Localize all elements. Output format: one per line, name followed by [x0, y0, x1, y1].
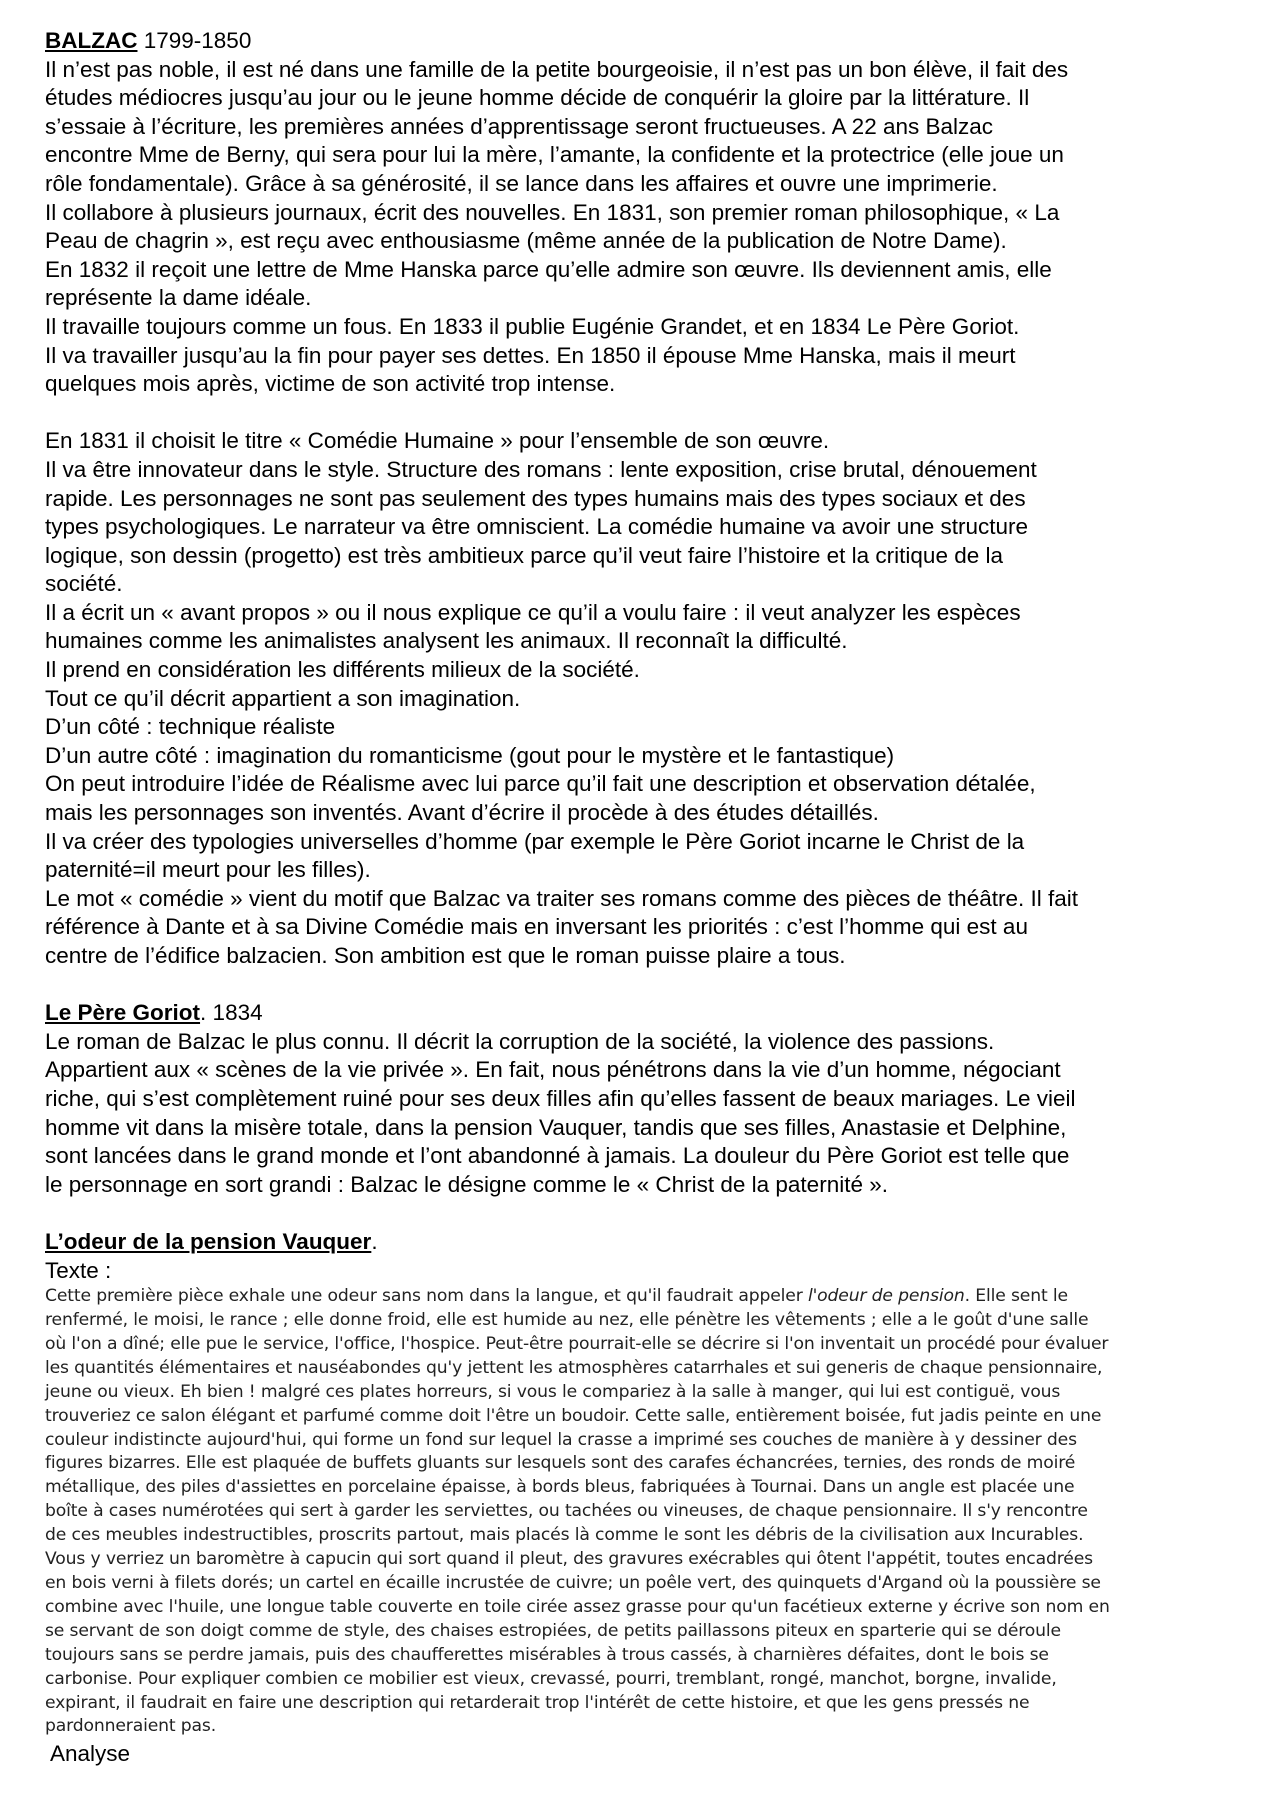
balzac-dates: 1799-1850 [137, 28, 252, 53]
excerpt-line: les quantités élémentaires et nauséabondes qu'y jettent les atmosphères catarrhales et sui generis de chaque pensionnaire, [45, 1357, 1103, 1378]
excerpt-line: renfermé, le moisi, le rance ; elle donne froid, elle est humide au nez, elle pénètre les vêtements ; elle a le goût d'une salle [45, 1310, 1089, 1331]
paragraph-line: Le mot « comédie » vient du motif que Balzac va traiter ses romans comme des pièces de théâtre. Il fait [45, 885, 1079, 911]
comedie-section [45, 427, 1245, 999]
paragraph-line: représente la dame idéale. [45, 285, 312, 311]
paragraph-line: études médiocres jusqu’au jour ou le jeune homme décide de conquérir la gloire par la littérature. Il [45, 85, 1030, 111]
paragraph-line: mais les personnages son inventés. Avant d’écrire il procède à des études détaillés. [45, 800, 879, 826]
excerpt-text: Cette première pièce exhale une odeur sans nom dans la langue, et qu'il faudrait appeler [45, 1286, 808, 1307]
texte-label: Texte : [45, 1257, 112, 1283]
excerpt-italic-phrase: l'odeur de pension [807, 1286, 965, 1307]
paragraph-line: Il va être innovateur dans le style. Structure des romans : lente exposition, crise brutal, dénouement [45, 456, 1037, 482]
balzac-section [45, 27, 1245, 427]
paragraph-line: société. [45, 571, 123, 597]
paragraph-line: D’un autre côté : imagination du romanticisme (gout pour le mystère et le fantastique) [45, 742, 895, 768]
excerpt-line: trouveriez ce salon élégant et parfumé comme doit l'être un boudoir. Cette salle, entièrement boisée, fut jadis peinte en une [45, 1405, 1102, 1426]
excerpt-line: jeune ou vieux. Eh bien ! malgré ces plates horreurs, si vous le compariez à la salle à manger, qui lui est contiguë, vous [45, 1381, 1061, 1402]
excerpt-line: où l'on a dîné; elle pue le service, l'office, l'hospice. Peut-être pourrait-elle se décrire si l'on inventait un procédé pour évaluer [45, 1333, 1109, 1354]
odeur-heading-period: . [371, 1228, 378, 1254]
odeur-title-line [45, 1228, 1245, 1257]
paragraph-line: Le roman de Balzac le plus connu. Il décrit la corruption de la société, la violence des passions. [45, 1028, 995, 1054]
odeur-section [45, 1228, 1245, 1769]
excerpt-text: . Elle sent le [964, 1286, 1068, 1307]
excerpt-line: Vous y verriez un baromètre à capucin qui sort quand il pleut, des gravures exécrables qui ôtent l'appétit, toutes encadrées [45, 1549, 1093, 1570]
paragraph-line: s’essaie à l’écriture, les premières années d’apprentissage seront fructueuses. A 22 ans Balzac [45, 113, 994, 139]
paragraph-line: Tout ce qu’il décrit appartient a son imagination. [45, 685, 521, 711]
paragraph-line: En 1832 il reçoit une lettre de Mme Hanska parce qu’elle admire son œuvre. Ils deviennent amis, elle [45, 256, 1052, 282]
paragraph-line: centre de l’édifice balzacien. Son ambition est que le roman puisse plaire a tous. [45, 943, 846, 968]
excerpt-line: de ces meubles indestructibles, proscrits partout, mais placés là comme le sont les débris de la civilisation aux Incurables. [45, 1525, 1084, 1546]
excerpt-line: carbonise. Pour expliquer combien ce mobilier est vieux, crevassé, pourri, tremblant, rongé, manchot, borgne, invalide, [45, 1668, 1057, 1689]
paragraph-line: Il collabore à plusieurs journaux, écrit des nouvelles. En 1831, son premier roman philosophique, « La [45, 199, 1060, 225]
paragraph-line: humaines comme les animalistes analysent les animaux. Il reconnaît la difficulté. [45, 628, 848, 654]
excerpt-line: couleur indistincte aujourd'hui, qui forme un fond sur lequel la crasse a imprimé ses couches de manière à y dessiner des [45, 1429, 1077, 1450]
paragraph-line: référence à Dante et à sa Divine Comédie mais en inversant les priorités : c’est l’homme qui est au [45, 914, 1028, 940]
paragraph-line: riche, qui s’est complètement ruiné pour ses deux filles afin qu’elles fassent de beaux mariages. Le vieil [45, 1085, 1076, 1111]
paragraph-line: Il va travailler jusqu’au la fin pour payer ses dettes. En 1850 il épouse Mme Hanska, mais il meurt [45, 342, 1016, 368]
excerpt-line: boîte à cases numérotées qui sert à garder les serviettes, ou tachées ou vineuses, de chaque pensionnaire. Il s'y rencontre [45, 1501, 1088, 1522]
spacer [45, 1199, 1245, 1228]
paragraph-line: rapide. Les personnages ne sont pas seulement des types humains mais des types sociaux et des [45, 485, 1026, 511]
paragraph-line: Il n’est pas noble, il est né dans une famille de la petite bourgeoisie, il n’est pas un bon élève, il fait des [45, 56, 1069, 82]
paragraph-line: Il prend en considération les différents milieux de la société. [45, 657, 640, 683]
paragraph-line: types psychologiques. Le narrateur va être omniscient. La comédie humaine va avoir une structure [45, 514, 1029, 540]
goriot-section [45, 999, 1245, 1228]
paragraph-line: encontre Mme de Berny, qui sera pour lui la mère, l’amante, la confidente et la protectrice (elle joue un [45, 142, 1064, 168]
excerpt-line: figures bizarres. Elle est plaquée de buffets gluants sur lesquels sont des carafes échancrées, ternies, des ronds de moiré [45, 1453, 1076, 1474]
section-heading-odeur: L’odeur de la pension Vauquer [45, 1228, 372, 1254]
excerpt-line: pardonneraient pas. [45, 1716, 217, 1737]
goriot-year: . 1834 [200, 1000, 263, 1026]
excerpt-line: combine avec l'huile, une longue table couverte en toile cirée assez grasse pour qu'un facétieux externe y écrive son nom en [45, 1596, 1110, 1617]
balzac-title-line [45, 27, 1245, 56]
paragraph-line: logique, son dessin (progetto) est très ambitieux parce qu’il veut faire l’histoire et la critique de la [45, 542, 1003, 568]
paragraph-line: homme vit dans la misère totale, dans la pension Vauquer, tandis que ses filles, Anastasie et Delphine, [45, 1114, 1067, 1140]
excerpt-line: métallique, des piles d'assiettes en porcelaine épaisse, à bords bleus, fabriquées à Tournai. Dans un angle est placée une [45, 1477, 1075, 1498]
goriot-title-line [45, 999, 1245, 1028]
paragraph-line: On peut introduire l’idée de Réalisme avec lui parce qu’il fait une description et observation détalée, [45, 771, 1036, 797]
novel-excerpt [45, 1285, 1245, 1739]
section-heading-balzac: BALZAC [45, 28, 138, 53]
paragraph-line: paternité=il meurt pour les filles). [45, 857, 371, 883]
paragraph-line: Il travaille toujours comme un fous. En 1833 il publie Eugénie Grandet, et en 1834 Le Père Goriot. [45, 313, 1020, 339]
paragraph-line: sont lancées dans le grand monde et l’ont abandonné à jamais. La douleur du Père Goriot est telle que [45, 1143, 1070, 1169]
paragraph-line: En 1831 il choisit le titre « Comédie Humaine » pour l’ensemble de son œuvre. [45, 428, 830, 454]
paragraph-line: Peau de chagrin », est reçu avec enthousiasme (même année de la publication de Notre Dame). [45, 228, 1007, 254]
document-page [45, 27, 1245, 1769]
paragraph-line: D’un côté : technique réaliste [45, 714, 336, 740]
excerpt-line: toujours sans se perdre jamais, puis des chaufferettes misérables à trous cassés, à charnières défaites, dont le bois se [45, 1644, 1049, 1665]
paragraph-line: Appartient aux « scènes de la vie privée ». En fait, nous pénétrons dans la vie d’un homme, négociant [45, 1057, 1061, 1083]
paragraph-line: Il a écrit un « avant propos » ou il nous explique ce qu’il a voulu faire : il veut analyzer les espèces [45, 599, 1021, 625]
excerpt-line: en bois verni à filets dorés; un cartel en écaille incrustée de cuivre; un poêle vert, des quinquets d'Argand où la poussière se [45, 1573, 1101, 1593]
paragraph-line: rôle fondamentale). Grâce à sa générosité, il se lance dans les affaires et ouvre une imprimerie. [45, 170, 998, 196]
paragraph-line: le personnage en sort grandi : Balzac le désigne comme le « Christ de la paternité ». [45, 1171, 888, 1197]
spacer [45, 971, 1245, 1000]
paragraph-line: quelques mois après, victime de son activité trop intense. [45, 371, 616, 397]
excerpt-line: expirant, il faudrait en faire une description qui retarderait trop l'intérêt de cette histoire, et que les gens pressés ne [45, 1692, 1030, 1713]
excerpt-line: se servant de son doigt comme de style, des chaises estropiées, de petits paillassons piteux en sparterie qui se déroule [45, 1620, 1061, 1641]
paragraph-line: Il va créer des typologies universelles d’homme (par exemple le Père Goriot incarne le Christ de la [45, 828, 1025, 854]
section-heading-goriot: Le Père Goriot [45, 1000, 201, 1026]
excerpt-line [45, 1285, 1245, 1309]
analyse-label: Analyse [50, 1741, 131, 1767]
spacer [45, 399, 1245, 428]
